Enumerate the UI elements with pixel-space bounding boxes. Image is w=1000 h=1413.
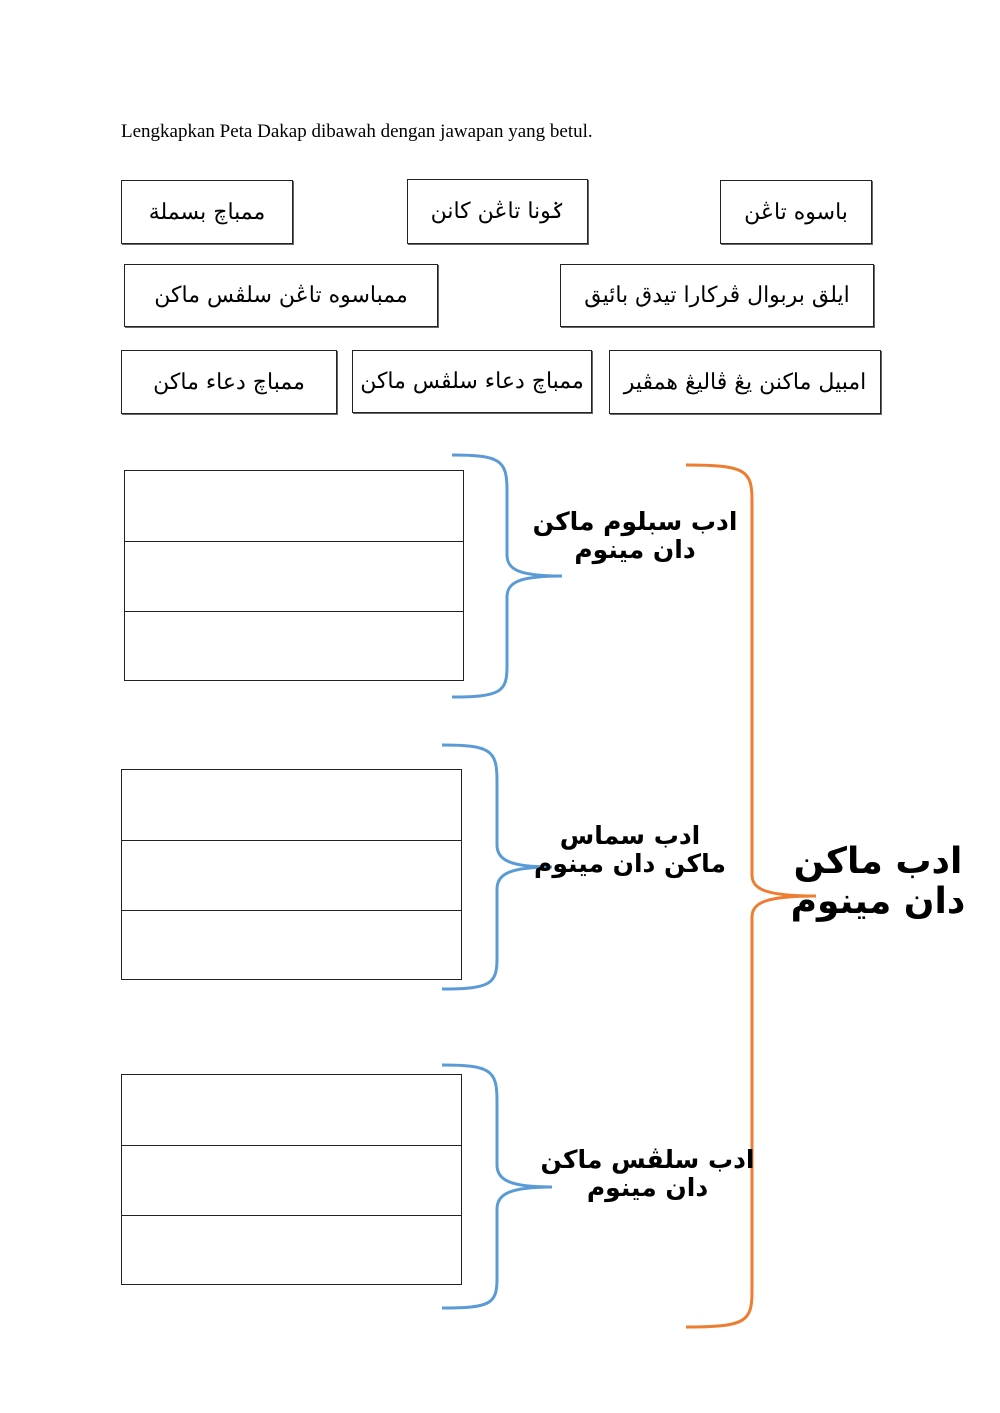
main-topic-label: ادب ماكن دان مينوم	[790, 841, 966, 922]
word-option[interactable]: ممباچ دعاء ماكن	[121, 350, 337, 414]
label-after-eating: ادب سلڤس ماكن دان مينوم	[540, 1145, 755, 1202]
word-option[interactable]: ممباچ دعاء سلڤس ماكن	[352, 350, 592, 413]
word-option[interactable]: ممباچ بسملة	[121, 180, 293, 244]
label-before-eating: ادب سبلوم ماكن دان مينوم	[532, 507, 738, 564]
brace-before	[452, 455, 562, 697]
word-option[interactable]: ممباسوه تاڠن سلڤس ماكن	[124, 264, 438, 327]
word-option[interactable]: امبيل ماكنن يڠ ڤاليڠ همڤير	[609, 350, 881, 414]
instruction-text: Lengkapkan Peta Dakap dibawah dengan jawapan yang betul.	[121, 121, 593, 142]
word-option[interactable]: ݢونا تاڠن كانن	[407, 179, 588, 244]
word-option[interactable]: ايلق بربوال ڤركارا تيدق بائيق	[560, 264, 874, 327]
brace-after	[442, 1065, 552, 1308]
label-during-eating: ادب سماس ماكن دان مينوم	[534, 821, 726, 878]
word-option[interactable]: باسوه تاڠن	[720, 180, 872, 244]
